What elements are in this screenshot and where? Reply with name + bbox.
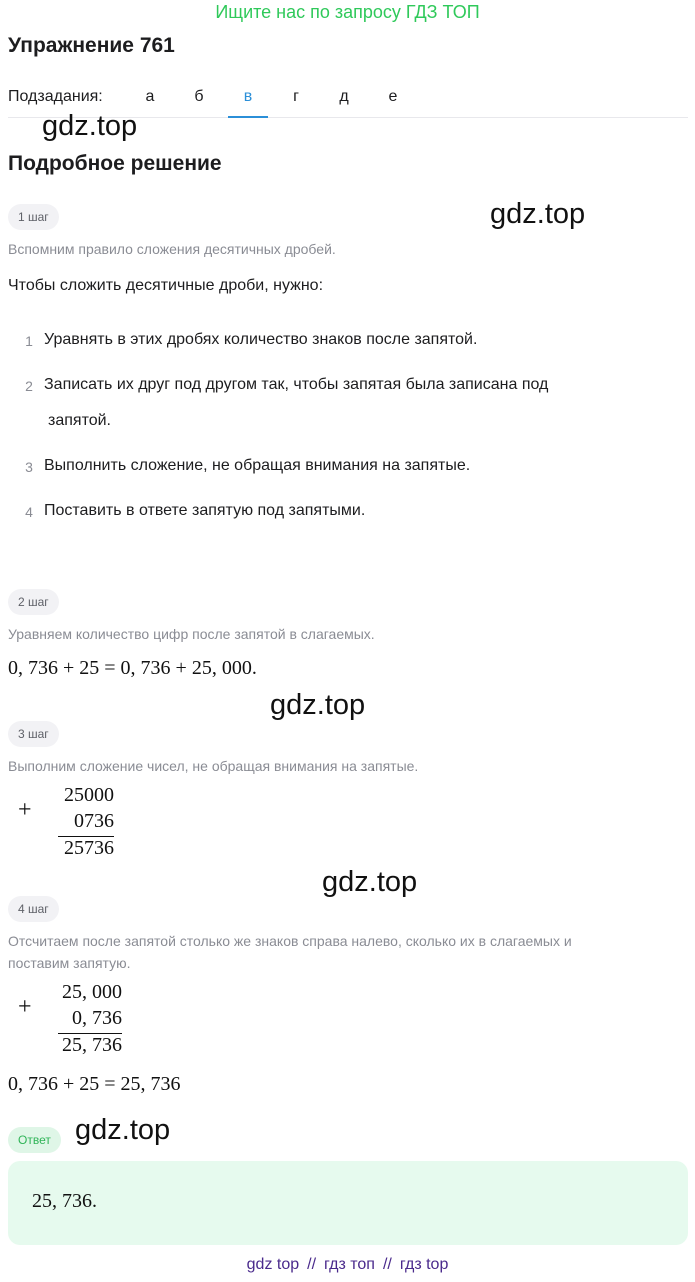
- footer-link[interactable]: гдз top: [399, 1256, 449, 1273]
- step-hint: Отсчитаем после запятой столько же знаков справа налево, сколько их в слагаемых и: [8, 933, 572, 949]
- answer-value: 25, 736.: [32, 1190, 97, 1212]
- solution-title: Подробное решение: [8, 152, 222, 175]
- footer-links: [0, 1256, 695, 1274]
- addend: 25, 000: [62, 981, 122, 1003]
- step-hint: Вспомним правило сложения десятичных дробей.: [8, 241, 336, 257]
- tab-b[interactable]: б: [194, 88, 204, 105]
- step-badge: 4 шаг: [8, 896, 59, 922]
- step-badge: 2 шаг: [8, 589, 59, 615]
- equation: 0, 736 + 25 = 0, 736 + 25, 000.: [8, 657, 257, 679]
- addend: 0, 736: [72, 1007, 122, 1029]
- step-badge: 1 шаг: [8, 204, 59, 230]
- search-banner: Ищите нас по запросу ГДЗ ТОП: [215, 2, 480, 22]
- list-item: Поставить в ответе запятую под запятыми.: [44, 502, 366, 519]
- footer-separator: //: [307, 1256, 317, 1273]
- watermark: gdz.top: [490, 198, 586, 230]
- list-item-continuation: запятой.: [48, 412, 111, 429]
- list-number: 1: [25, 333, 33, 349]
- tab-a[interactable]: а: [145, 88, 155, 105]
- list-number: 4: [25, 504, 33, 520]
- answer-box: [8, 1161, 688, 1245]
- list-item: Выполнить сложение, не обращая внимания на запятые.: [44, 457, 471, 474]
- plus-sign: +: [18, 994, 32, 1020]
- step-hint: поставим запятую.: [8, 955, 131, 971]
- footer-separator: //: [382, 1256, 392, 1273]
- column-addition: [18, 979, 128, 1059]
- list-item: Уравнять в этих дробях количество знаков после запятой.: [44, 331, 478, 348]
- watermark: gdz.top: [322, 866, 418, 898]
- equation: 0, 736 + 25 = 25, 736: [8, 1073, 181, 1095]
- plus-sign: +: [18, 797, 32, 823]
- step-hint: Выполним сложение чисел, не обращая внимания на запятые.: [8, 758, 419, 774]
- addend: 25000: [64, 784, 114, 806]
- list-item: Записать их друг под другом так, чтобы запятая была записана под: [44, 376, 549, 393]
- active-tab-indicator: [228, 116, 268, 118]
- watermark: gdz.top: [75, 1114, 171, 1146]
- page-title: Упражнение 761: [8, 34, 175, 57]
- list-number: 2: [25, 378, 33, 394]
- tab-d[interactable]: д: [339, 88, 349, 105]
- subtask-tabs-label: Подзадания:: [8, 88, 103, 105]
- tab-g[interactable]: г: [293, 88, 299, 105]
- list-number: 3: [25, 459, 33, 475]
- watermark: gdz.top: [270, 689, 366, 721]
- step-badge: 3 шаг: [8, 721, 59, 747]
- step-intro: Чтобы сложить десятичные дроби, нужно:: [8, 277, 324, 294]
- sum-result: 25736: [64, 837, 114, 859]
- answer-badge: Ответ: [8, 1127, 61, 1153]
- addend: 0736: [74, 810, 114, 832]
- footer-link[interactable]: gdz top: [246, 1256, 300, 1273]
- step-hint: Уравняем количество цифр после запятой в слагаемых.: [8, 626, 375, 642]
- column-addition: [18, 782, 118, 862]
- tab-v[interactable]: в: [243, 88, 253, 105]
- sum-result: 25, 736: [62, 1034, 122, 1056]
- watermark: gdz.top: [42, 110, 138, 142]
- footer-link[interactable]: гдз топ: [324, 1256, 375, 1273]
- tab-e[interactable]: е: [388, 88, 398, 105]
